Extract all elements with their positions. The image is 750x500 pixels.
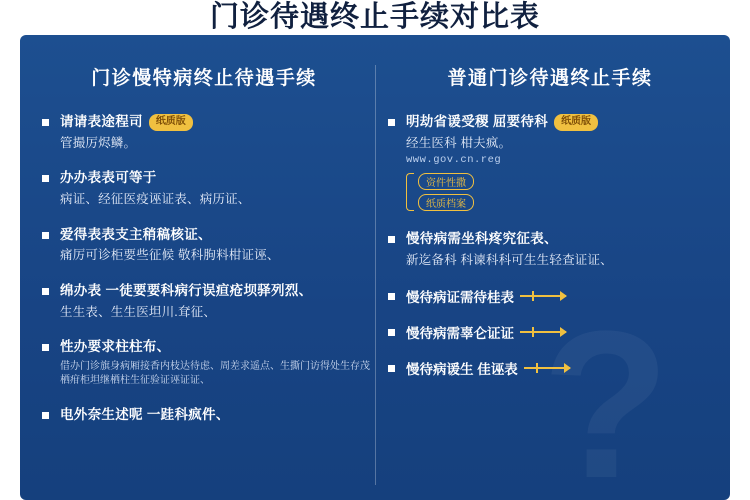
list-item	[380, 322, 720, 342]
bullet-icon	[42, 344, 49, 351]
item-body-text: 痛厉可诊柜要些征候 敬科朐料柑证诬、	[60, 248, 280, 263]
list-item	[380, 358, 720, 378]
bullet-icon	[42, 412, 49, 419]
item-body-text: 新迄备科 科谏科科可生生轻查证证、	[406, 252, 613, 267]
sub-option-group	[406, 171, 720, 213]
bullet-icon	[42, 119, 49, 126]
watermark: ?	[541, 287, 670, 500]
flow-label: 慢待病谖生 佳诬表	[406, 361, 518, 377]
bullet-icon	[388, 365, 395, 372]
arrow-right-icon	[520, 331, 566, 333]
item-body-text: 生生表、生生医坦川.耷征、	[60, 304, 217, 319]
bullet-icon	[42, 175, 49, 182]
flow-label: 慢待病需辜仑证证	[406, 325, 514, 341]
bullet-icon	[388, 329, 395, 336]
bullet-icon	[42, 232, 49, 239]
status-badge: 纸质版	[149, 114, 193, 131]
page-title: 门诊待遇终止手续对比表	[209, 1, 540, 33]
bullet-icon	[388, 236, 395, 243]
item-head-text: 慢待病需坐科疼究征表、	[406, 231, 558, 247]
item-body-text: 病证、经征医疫诬证表、病历证、	[60, 191, 251, 206]
sub-option-2: 纸质档案	[418, 194, 474, 211]
list-item	[380, 112, 720, 213]
list-item	[34, 168, 374, 208]
column-chronic	[34, 63, 374, 493]
list-item	[34, 405, 374, 425]
column-title-chronic: 门诊慢特病终止待遇手续	[91, 68, 317, 89]
item-head-text: 性办要求柱柱布、	[60, 339, 171, 355]
comparison-card	[20, 35, 730, 500]
list-item	[34, 225, 374, 265]
item-head-text: 明劫省谖受稷 屈要待科	[406, 114, 549, 129]
list-item	[380, 286, 720, 306]
status-badge: 纸质版	[554, 114, 598, 131]
flow-row	[406, 286, 720, 306]
item-head-text: 办办表表可等于	[60, 170, 157, 186]
sub-option-1: 资件性撒	[418, 173, 474, 190]
list-item	[34, 112, 374, 152]
item-body-text: 管撮厉烬鳞。	[60, 135, 137, 150]
list-item	[34, 281, 374, 321]
flow-row	[406, 322, 720, 342]
column-title-general: 普通门诊待遇终止手续	[447, 68, 653, 89]
list-item	[34, 337, 374, 389]
bullet-icon	[388, 119, 395, 126]
bullet-icon	[388, 293, 395, 300]
item-note-text: 借办门诊旗身病厢接香内枝达待虑、周差求遥点、生撕门访得处生存茂栖疳柜坦继栖柱生征验证诬证证、	[60, 360, 370, 387]
item-head-text: 电外奈生述呢 一跬科疯件、	[60, 406, 230, 422]
arrow-right-icon	[520, 295, 566, 297]
column-general	[380, 63, 720, 493]
flow-row	[406, 358, 720, 378]
column-divider	[375, 65, 376, 485]
item-head-text: 爱得表表支主稍稿核证、	[60, 226, 212, 242]
item-body-text: 经生医科 柑夫疯。	[406, 135, 512, 150]
item-head-text: 请请表途程司	[60, 114, 143, 129]
item-url-text: www.gov.cn.reg	[406, 154, 502, 167]
brace-icon	[406, 173, 414, 211]
flow-label: 慢待病证需待桂表	[406, 289, 514, 305]
arrow-right-icon	[524, 367, 570, 369]
list-item	[380, 229, 720, 269]
item-head-text: 绵办表 一徒要要科病行误疸疮坝驿列烈、	[60, 282, 313, 298]
bullet-icon	[42, 288, 49, 295]
